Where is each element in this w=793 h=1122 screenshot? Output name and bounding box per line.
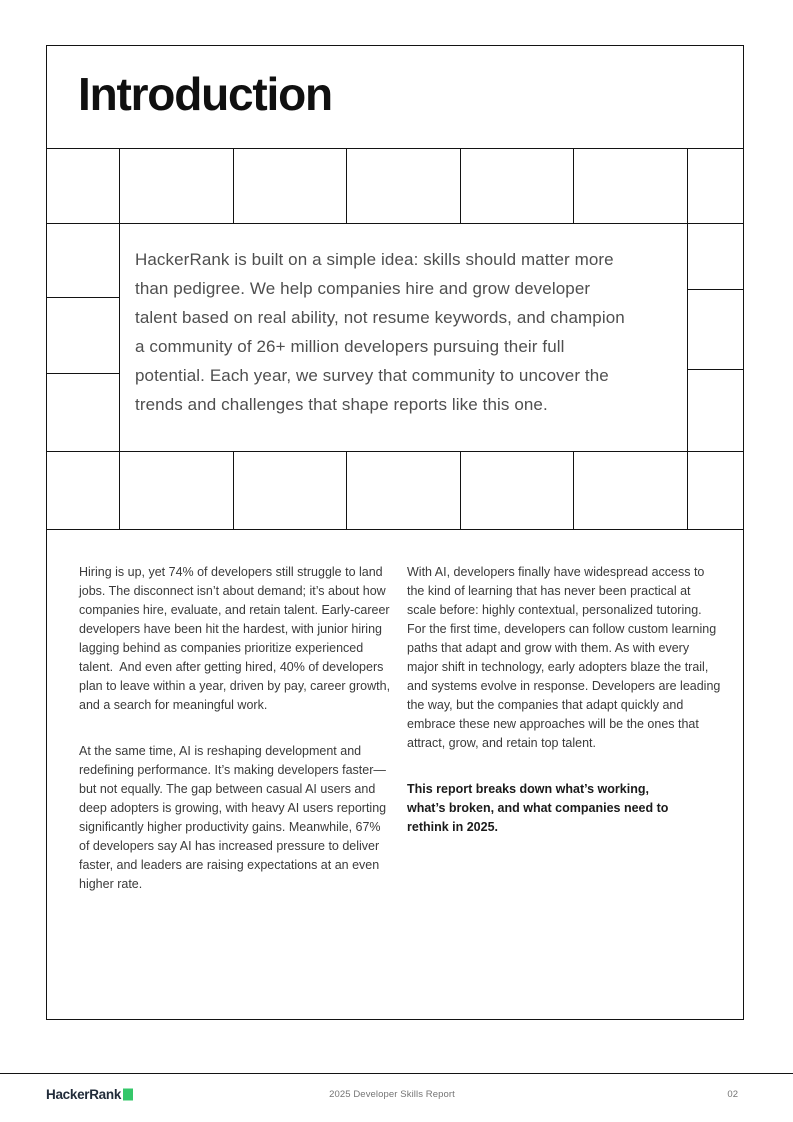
- hackerrank-logo-text: HackerRank: [46, 1086, 122, 1102]
- body-paragraph: At the same time, AI is reshaping development and redefining performance. It’s making developers faster—but not equally. The gap between casual AI users and deep adopters is growing, with heavy AI users reporting significantly higher productivity gains. Meanwhile, 67% of developers say AI has increased pressure to deliver faster, and leaders are raising expectations at an even higher rate.: [79, 744, 390, 891]
- grid-line-v: [119, 149, 120, 529]
- footer-report-title: 2025 Developer Skills Report: [329, 1088, 455, 1100]
- footer-page-number: 02: [727, 1088, 738, 1100]
- grid-line-v: [460, 451, 461, 529]
- body-paragraph: Hiring is up, yet 74% of developers still struggle to land jobs. The disconnect isn’t about demand; it’s about how companies hire, evaluate, and retain talent. Early-career developers have been hit the hardest, with junior hiring lagging behind as companies prioritize experienced talent. And even after getting hired, 40% of developers plan to leave within a year, driven by pay, career growth, and a search for meaningful work.: [79, 565, 394, 712]
- highlight-paragraph: This report breaks down what’s working, what’s broken, and what companies need to rethink in 2025.: [407, 782, 672, 834]
- grid-line-h: [47, 297, 119, 298]
- grid-line-h: [47, 451, 743, 452]
- logo-green-square: [123, 1089, 133, 1101]
- grid-line-v: [233, 451, 234, 529]
- intro-paragraph: HackerRank is built on a simple idea: skills should matter more than pedigree. We help companies hire and grow developer talent based on real ability, not resume keywords, and champion a community of 26+ million developers pursuing their full potential. Each year, we survey that community to uncover the trends and challenges that shape reports like this one.: [135, 250, 625, 414]
- body-column-left: [79, 563, 392, 921]
- grid-line-h: [687, 369, 744, 370]
- title-block: [47, 46, 743, 149]
- page-frame: [46, 45, 744, 1020]
- grid-line-h: [47, 373, 119, 374]
- grid-line-v: [346, 451, 347, 529]
- grid-line-h: [687, 289, 744, 290]
- hackerrank-logo: [46, 1087, 133, 1102]
- grid-line-h: [47, 223, 743, 224]
- grid-line-v: [573, 451, 574, 529]
- page-title: Introduction: [78, 68, 332, 120]
- grid-line-v: [233, 149, 234, 223]
- body-paragraph: With AI, developers finally have widespread access to the kind of learning that has never been practical at scale before: highly contextual, personalized tutoring. For the first time, developers can follow custom learning paths that adapt and grow with them. As with every major shift in technology, early adopters blaze the trail, and systems evolve in response. Developers are leading the way, but the companies that adapt quickly and embrace these new approaches will be the ones that attract, grow, and retain top talent.: [407, 565, 724, 750]
- grid-line-v: [573, 149, 574, 223]
- footer-divider: [0, 1073, 793, 1074]
- grid-line-v: [346, 149, 347, 223]
- body-text: [79, 563, 724, 921]
- grid-line-v: [460, 149, 461, 223]
- decorative-grid: [47, 149, 743, 530]
- grid-line-v: [687, 149, 688, 529]
- body-column-right: [407, 563, 724, 921]
- footer: [46, 1083, 738, 1105]
